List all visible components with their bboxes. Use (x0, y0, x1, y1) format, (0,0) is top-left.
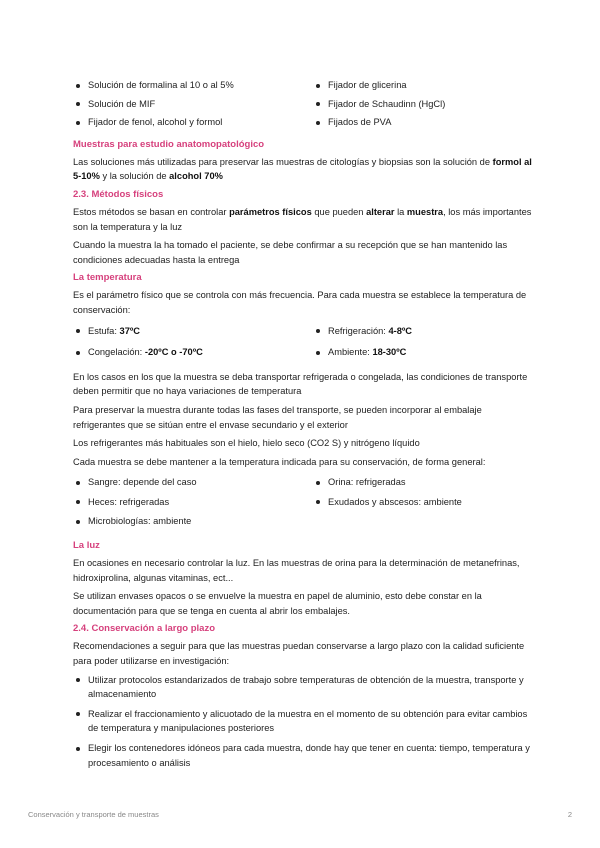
list-item: Estufa: 37ºC (73, 324, 313, 339)
paragraph: En ocasiones en necesario controlar la luz. En las muestras de orina para la determinación de metanefrinas, hidroxiprolina, algunas vitaminas, ect... (73, 558, 520, 583)
list-item: Fijador de fenol, alcohol y formol (73, 115, 313, 130)
paragraph: Para preservar la muestra durante todas las fases del transporte, se pueden incorporar al embalaje refrigerantes que se sitúan entre el envase secundario y el exterior (73, 404, 482, 430)
fixatives-list (73, 78, 533, 134)
list-item: Fijador de Schaudinn (HgCl) (313, 97, 533, 112)
paragraph: Es el parámetro físico que se controla con más frecuencia. Para cada muestra se establece la temperatura de conservación: (73, 290, 527, 315)
list-item: Ambiente: 18-30ºC (313, 345, 533, 360)
list-item: Realizar el fraccionamiento y alicuotado de la muestra en el momento de su obtención para evitar cambios de temperatura y manipulaciones posteriores (73, 707, 533, 736)
section-heading-temperatura: La temperatura (73, 272, 142, 284)
paragraph: Cada muestra se debe mantener a la temperatura indicada para su conservación, de forma general: (73, 456, 486, 467)
list-item: Orina: refrigeradas (313, 475, 533, 490)
temperature-list (73, 324, 533, 364)
paragraph: Se utilizan envases opacos o se envuelve la muestra en papel de aluminio, esto debe constar en la documentación para que se tenga en cuenta al abrir los embalajes. (73, 591, 482, 616)
section-heading-fisicos: 2.3. Métodos físicos (73, 188, 164, 200)
list-item: Fijador de glicerina (313, 78, 533, 93)
list-item: Solución de MIF (73, 97, 313, 112)
list-item: Elegir los contenedores idóneos para cada muestra, donde hay que tener en cuenta: tiempo, temperatura y procesamiento o análisis (73, 741, 533, 770)
recommendations-list (73, 673, 533, 771)
paragraph: Cuando la muestra la ha tomado el paciente, se debe confirmar a su recepción que se han mantenido las condiciones adecuadas hasta la entrega (73, 240, 508, 265)
paragraph: Las soluciones más utilizadas para preservar las muestras de citologías y biopsias son la solución de formol al 5-10% y la solución de alcohol 70% (73, 156, 532, 182)
section-heading-luz: La luz (73, 540, 100, 552)
section-heading-anatomo: Muestras para estudio anatomopatológico (73, 138, 265, 150)
list-item: Utilizar protocolos estandarizados de trabajo sobre temperaturas de obtención de la muestra, transporte y almacenamiento (73, 673, 533, 702)
list-item: Exudados y abscesos: ambiente (313, 495, 533, 510)
page-content (73, 78, 533, 773)
paragraph: Recomendaciones a seguir para que las muestras puedan conservarse a largo plazo con la calidad suficiente para poder utilizarse en investigación: (73, 641, 525, 667)
list-item: Refrigeración: 4-8ºC (313, 324, 533, 339)
page-footer (28, 810, 572, 819)
paragraph: En los casos en los que la muestra se deba transportar refrigerada o congelada, las condiciones de transporte deben permitir que no haya variaciones de temperatura (73, 371, 528, 397)
page-number: 2 (567, 810, 572, 819)
general-temperature-list (73, 475, 533, 533)
paragraph: Los refrigerantes más habituales son el hielo, hielo seco (CO2 S) y nitrógeno líquido (73, 438, 420, 449)
list-item: Congelación: -20ºC o -70ºC (73, 345, 313, 360)
list-item: Solución de formalina al 10 o al 5% (73, 78, 313, 93)
list-item: Fijados de PVA (313, 115, 533, 130)
footer-title: Conservación y transporte de muestras (28, 810, 159, 819)
list-item: Microbiologías: ambiente (73, 514, 313, 529)
section-heading-largo-plazo: 2.4. Conservación a largo plazo (73, 623, 216, 635)
paragraph: Estos métodos se basan en controlar parámetros físicos que pueden alterar la muestra, los más importantes son la temperatura y la luz (73, 206, 532, 232)
list-item: Sangre: depende del caso (73, 475, 313, 490)
list-item: Heces: refrigeradas (73, 495, 313, 510)
